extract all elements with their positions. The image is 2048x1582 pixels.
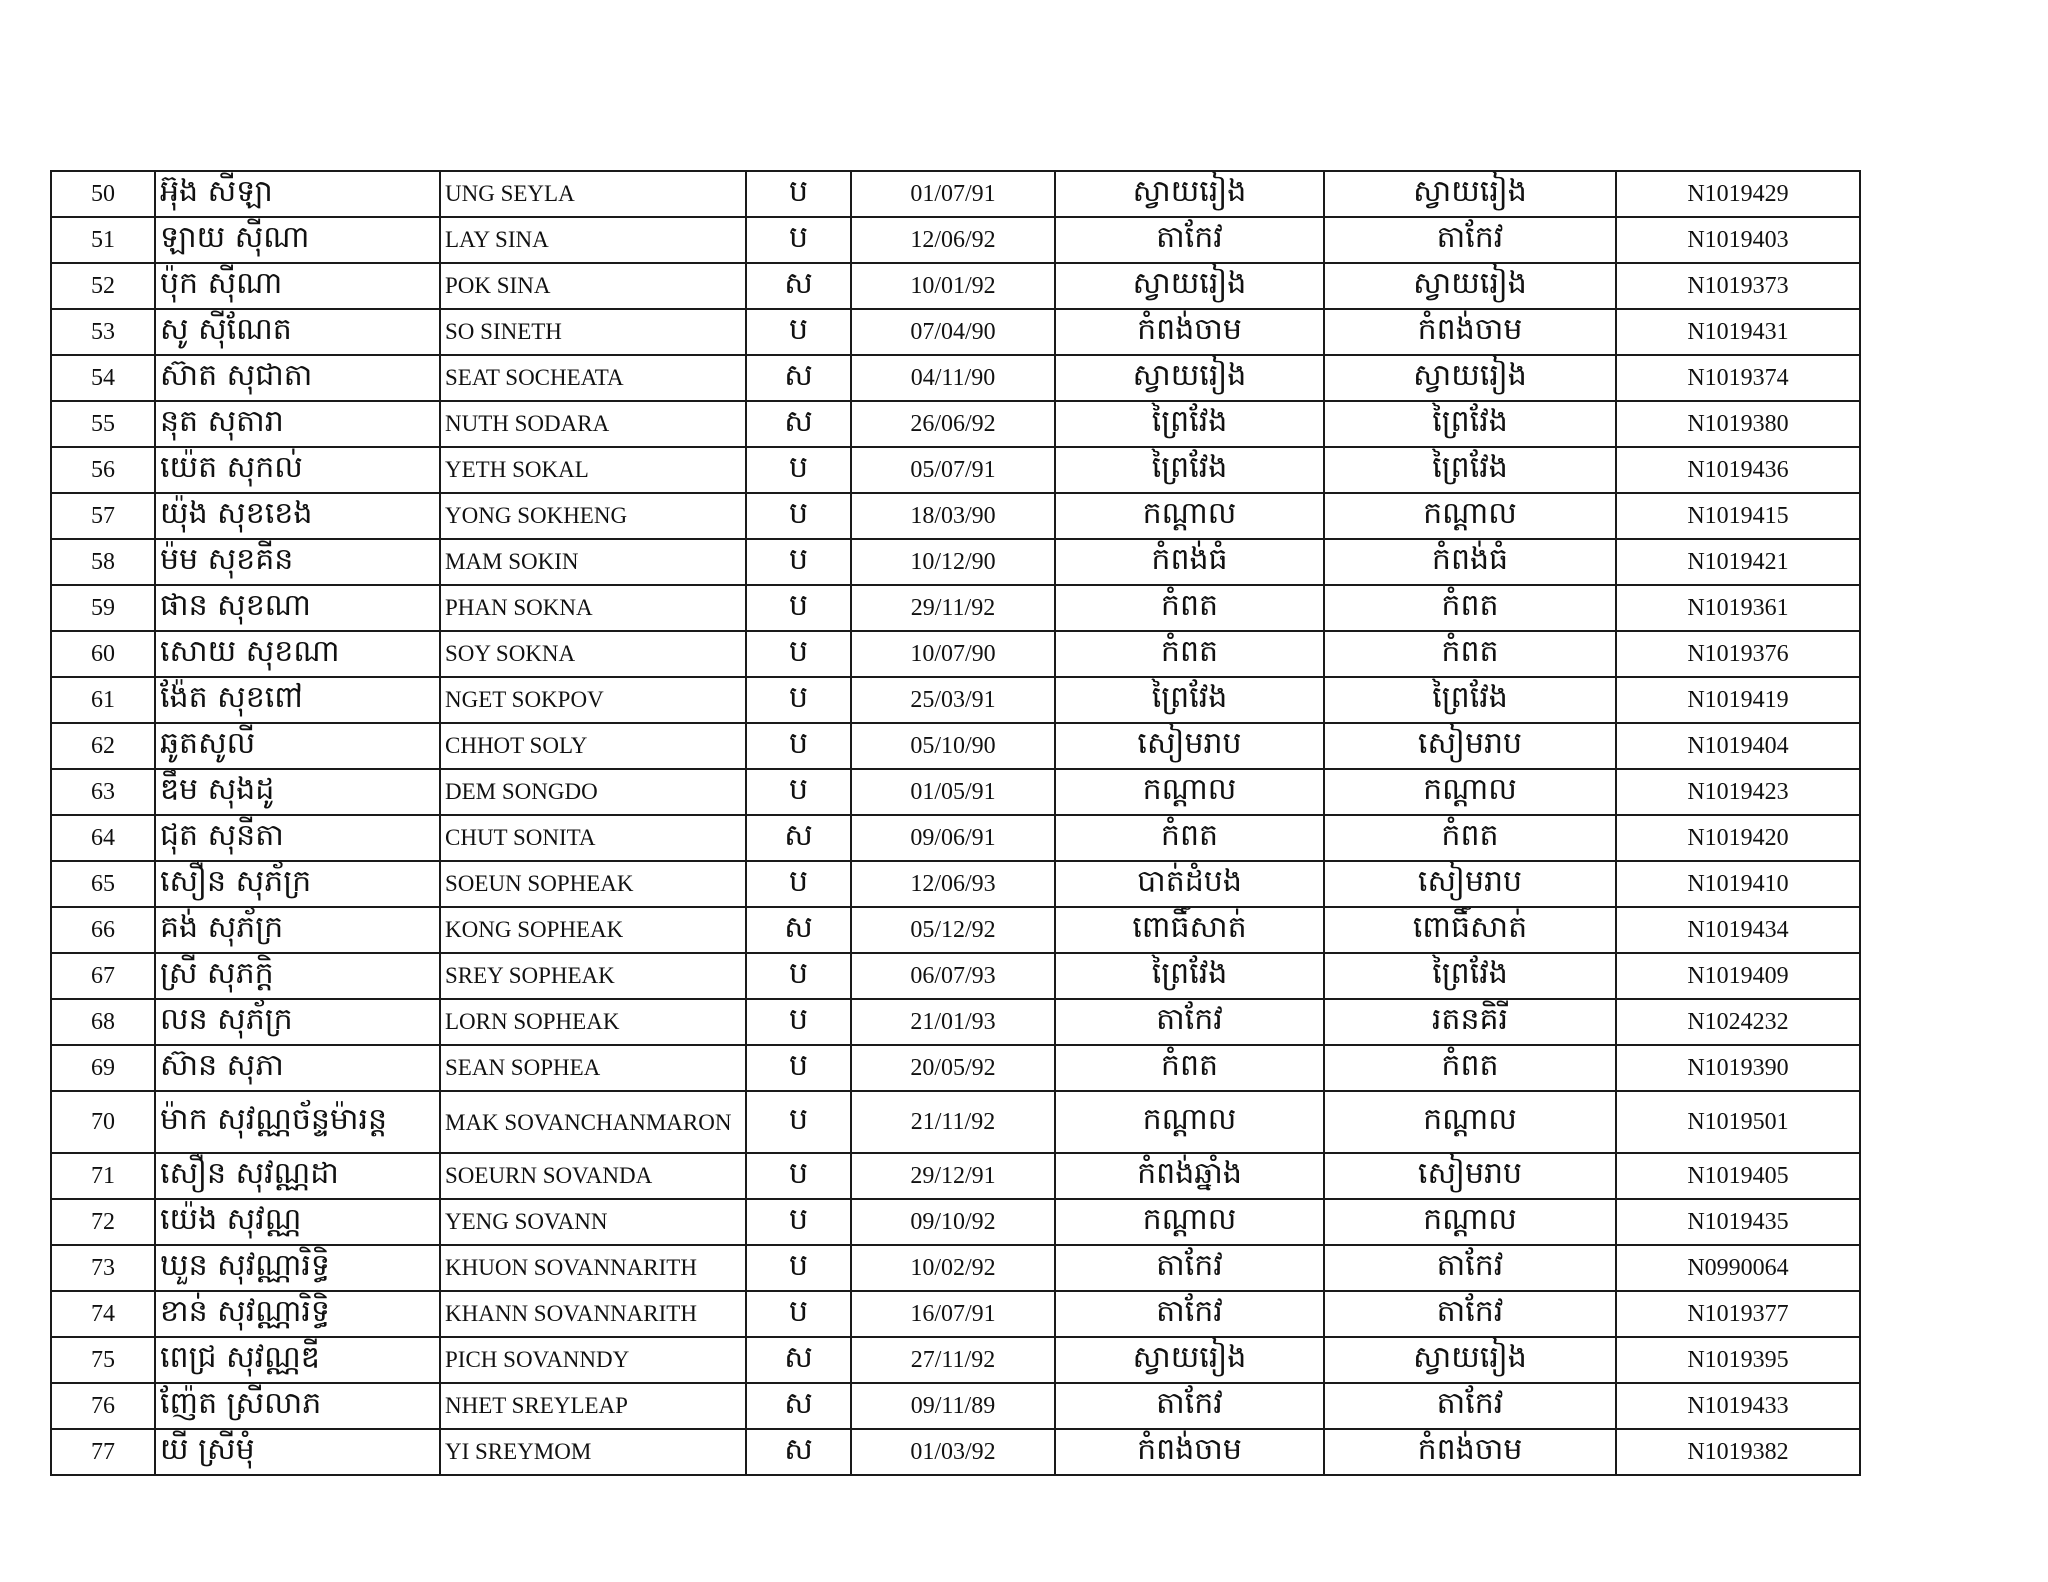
table-row (51, 1091, 1860, 1153)
birth-date-cell: 10/12/90 (851, 539, 1055, 585)
sex-cell: ស (746, 815, 851, 861)
birth-place-cell: កំពត (1055, 1045, 1324, 1091)
row-number-cell: 65 (51, 861, 155, 907)
sex-cell: ស (746, 1337, 851, 1383)
birth-place-cell: កំពង់ចាម (1055, 309, 1324, 355)
id-number-cell: N1019374 (1616, 355, 1860, 401)
birth-date-cell: 18/03/90 (851, 493, 1055, 539)
sex-cell: ប (746, 447, 851, 493)
residence-cell: ព្រៃវែង (1324, 447, 1616, 493)
row-number-cell: 64 (51, 815, 155, 861)
residence-cell: ព្រៃវែង (1324, 401, 1616, 447)
row-number-cell: 74 (51, 1291, 155, 1337)
sex-cell: ប (746, 1199, 851, 1245)
birth-place-cell: តាកែវ (1055, 999, 1324, 1045)
birth-date-cell: 06/07/93 (851, 953, 1055, 999)
id-number-cell: N1019423 (1616, 769, 1860, 815)
birth-date-cell: 21/01/93 (851, 999, 1055, 1045)
row-number-cell: 75 (51, 1337, 155, 1383)
khmer-name-cell: ស៊ាត សុជាតា (155, 355, 440, 401)
sex-cell: ស (746, 263, 851, 309)
khmer-name-cell: ឃួន សុវណ្ណារិទ្ធិ (155, 1245, 440, 1291)
khmer-name-cell: សឿន សុភ័ក្រ (155, 861, 440, 907)
id-number-cell: N1019435 (1616, 1199, 1860, 1245)
residence-cell: កណ្ដាល (1324, 1091, 1616, 1153)
row-number-cell: 72 (51, 1199, 155, 1245)
birth-place-cell: កំពត (1055, 631, 1324, 677)
table-row (51, 1199, 1860, 1245)
id-number-cell: N1019376 (1616, 631, 1860, 677)
row-number-cell: 59 (51, 585, 155, 631)
khmer-name-cell: ឌឹម សុងដូ (155, 769, 440, 815)
birth-place-cell: កំពង់ឆ្នាំង (1055, 1153, 1324, 1199)
residence-cell: ស្វាយរៀង (1324, 263, 1616, 309)
row-number-cell: 51 (51, 217, 155, 263)
residence-cell: កណ្ដាល (1324, 1199, 1616, 1245)
roster-table-body (51, 171, 1860, 1475)
latin-name-cell: NUTH SODARA (440, 401, 746, 447)
khmer-name-cell: ជុត សុនីតា (155, 815, 440, 861)
birth-date-cell: 25/03/91 (851, 677, 1055, 723)
residence-cell: ស្វាយរៀង (1324, 171, 1616, 217)
id-number-cell: N1019421 (1616, 539, 1860, 585)
birth-date-cell: 05/07/91 (851, 447, 1055, 493)
khmer-name-cell: ពេជ្រ សុវណ្ណឌី (155, 1337, 440, 1383)
sex-cell: ប (746, 1153, 851, 1199)
birth-place-cell: កំពង់ចាម (1055, 1429, 1324, 1475)
row-number-cell: 68 (51, 999, 155, 1045)
table-row (51, 861, 1860, 907)
sex-cell: ប (746, 723, 851, 769)
id-number-cell: N1019419 (1616, 677, 1860, 723)
sex-cell: ប (746, 217, 851, 263)
latin-name-cell: MAK SOVANCHANMARON (440, 1091, 746, 1153)
khmer-name-cell: សូ ស៊ីណែត (155, 309, 440, 355)
sex-cell: ស (746, 907, 851, 953)
birth-place-cell: កំពត (1055, 815, 1324, 861)
latin-name-cell: CHUT SONITA (440, 815, 746, 861)
khmer-name-cell: ស្រី សុភក្តិ (155, 953, 440, 999)
khmer-name-cell: ឡាយ ស៊ីណា (155, 217, 440, 263)
row-number-cell: 69 (51, 1045, 155, 1091)
row-number-cell: 66 (51, 907, 155, 953)
row-number-cell: 55 (51, 401, 155, 447)
id-number-cell: N1019405 (1616, 1153, 1860, 1199)
latin-name-cell: SEAN SOPHEA (440, 1045, 746, 1091)
latin-name-cell: UNG SEYLA (440, 171, 746, 217)
row-number-cell: 52 (51, 263, 155, 309)
latin-name-cell: SREY SOPHEAK (440, 953, 746, 999)
latin-name-cell: MAM SOKIN (440, 539, 746, 585)
id-number-cell: N1019420 (1616, 815, 1860, 861)
sex-cell: ប (746, 769, 851, 815)
id-number-cell: N1019380 (1616, 401, 1860, 447)
id-number-cell: N0990064 (1616, 1245, 1860, 1291)
latin-name-cell: KHANN SOVANNARITH (440, 1291, 746, 1337)
khmer-name-cell: យ៉េង សុវណ្ណ (155, 1199, 440, 1245)
row-number-cell: 67 (51, 953, 155, 999)
birth-date-cell: 09/10/92 (851, 1199, 1055, 1245)
table-row (51, 263, 1860, 309)
birth-date-cell: 20/05/92 (851, 1045, 1055, 1091)
birth-date-cell: 27/11/92 (851, 1337, 1055, 1383)
id-number-cell: N1019433 (1616, 1383, 1860, 1429)
sex-cell: ប (746, 1245, 851, 1291)
row-number-cell: 77 (51, 1429, 155, 1475)
residence-cell: កណ្ដាល (1324, 769, 1616, 815)
sex-cell: ប (746, 539, 851, 585)
row-number-cell: 60 (51, 631, 155, 677)
residence-cell: ស្វាយរៀង (1324, 355, 1616, 401)
birth-place-cell: បាត់ដំបង (1055, 861, 1324, 907)
row-number-cell: 76 (51, 1383, 155, 1429)
latin-name-cell: PHAN SOKNA (440, 585, 746, 631)
khmer-name-cell: យ៉េត សុកល់ (155, 447, 440, 493)
latin-name-cell: YENG SOVANN (440, 1199, 746, 1245)
table-row (51, 769, 1860, 815)
khmer-name-cell: ឆូតសូលី (155, 723, 440, 769)
table-row (51, 953, 1860, 999)
table-row (51, 631, 1860, 677)
birth-date-cell: 26/06/92 (851, 401, 1055, 447)
residence-cell: កំពង់ចាម (1324, 309, 1616, 355)
sex-cell: ប (746, 309, 851, 355)
table-row (51, 585, 1860, 631)
birth-date-cell: 04/11/90 (851, 355, 1055, 401)
row-number-cell: 63 (51, 769, 155, 815)
sex-cell: ស (746, 1383, 851, 1429)
birth-place-cell: ស្វាយរៀង (1055, 171, 1324, 217)
id-number-cell: N1019409 (1616, 953, 1860, 999)
latin-name-cell: YI SREYMOM (440, 1429, 746, 1475)
table-row (51, 815, 1860, 861)
residence-cell: សៀមរាប (1324, 723, 1616, 769)
table-row (51, 401, 1860, 447)
khmer-name-cell: នុត សុតារា (155, 401, 440, 447)
birth-place-cell: តាកែវ (1055, 1291, 1324, 1337)
latin-name-cell: KONG SOPHEAK (440, 907, 746, 953)
id-number-cell: N1019390 (1616, 1045, 1860, 1091)
khmer-name-cell: ង៉ែត សុខពៅ (155, 677, 440, 723)
birth-date-cell: 05/10/90 (851, 723, 1055, 769)
id-number-cell: N1019404 (1616, 723, 1860, 769)
id-number-cell: N1019501 (1616, 1091, 1860, 1153)
birth-place-cell: កណ្ដាល (1055, 769, 1324, 815)
table-row (51, 447, 1860, 493)
residence-cell: តាកែវ (1324, 1245, 1616, 1291)
khmer-name-cell: ម៉ាក សុវណ្ណច័ន្ទម៉ារន្ត (155, 1091, 440, 1153)
khmer-name-cell: សោយ សុខណា (155, 631, 440, 677)
khmer-name-cell: ប៉ុក ស៊ីណា (155, 263, 440, 309)
khmer-name-cell: ញ៉ែត ស្រីលាភ (155, 1383, 440, 1429)
birth-place-cell: តាកែវ (1055, 1383, 1324, 1429)
residence-cell: ព្រៃវែង (1324, 677, 1616, 723)
birth-date-cell: 29/12/91 (851, 1153, 1055, 1199)
birth-place-cell: ព្រៃវែង (1055, 677, 1324, 723)
birth-date-cell: 07/04/90 (851, 309, 1055, 355)
table-row (51, 1337, 1860, 1383)
table-row (51, 1291, 1860, 1337)
table-row (51, 1383, 1860, 1429)
residence-cell: តាកែវ (1324, 1383, 1616, 1429)
residence-cell: កំពត (1324, 1045, 1616, 1091)
id-number-cell: N1019377 (1616, 1291, 1860, 1337)
birth-place-cell: កណ្ដាល (1055, 1091, 1324, 1153)
sex-cell: ប (746, 861, 851, 907)
sex-cell: ស (746, 401, 851, 447)
khmer-name-cell: គង់ សុភ័ក្រ (155, 907, 440, 953)
id-number-cell: N1019434 (1616, 907, 1860, 953)
sex-cell: ប (746, 1045, 851, 1091)
sex-cell: ស (746, 1429, 851, 1475)
birth-place-cell: ព្រៃវែង (1055, 953, 1324, 999)
birth-date-cell: 01/07/91 (851, 171, 1055, 217)
row-number-cell: 58 (51, 539, 155, 585)
latin-name-cell: LAY SINA (440, 217, 746, 263)
id-number-cell: N1019410 (1616, 861, 1860, 907)
birth-place-cell: តាកែវ (1055, 217, 1324, 263)
birth-place-cell: កណ្ដាល (1055, 493, 1324, 539)
id-number-cell: N1019373 (1616, 263, 1860, 309)
id-number-cell: N1019415 (1616, 493, 1860, 539)
latin-name-cell: SOEURN SOVANDA (440, 1153, 746, 1199)
row-number-cell: 70 (51, 1091, 155, 1153)
table-row (51, 1245, 1860, 1291)
birth-place-cell: ស្វាយរៀង (1055, 1337, 1324, 1383)
birth-date-cell: 10/07/90 (851, 631, 1055, 677)
birth-date-cell: 16/07/91 (851, 1291, 1055, 1337)
row-number-cell: 50 (51, 171, 155, 217)
table-row (51, 493, 1860, 539)
birth-place-cell: ពោធិ៍សាត់ (1055, 907, 1324, 953)
birth-place-cell: កំពត (1055, 585, 1324, 631)
latin-name-cell: CHHOT SOLY (440, 723, 746, 769)
birth-place-cell: ស្វាយរៀង (1055, 263, 1324, 309)
birth-date-cell: 21/11/92 (851, 1091, 1055, 1153)
table-row (51, 1045, 1860, 1091)
khmer-name-cell: ខាន់ សុវណ្ណារិទ្ធិ (155, 1291, 440, 1337)
sex-cell: ប (746, 631, 851, 677)
sex-cell: ប (746, 585, 851, 631)
sex-cell: ប (746, 677, 851, 723)
residence-cell: កំពត (1324, 815, 1616, 861)
row-number-cell: 57 (51, 493, 155, 539)
residence-cell: រតនគិរី (1324, 999, 1616, 1045)
latin-name-cell: NHET SREYLEAP (440, 1383, 746, 1429)
birth-place-cell: កណ្ដាល (1055, 1199, 1324, 1245)
birth-place-cell: ស្វាយរៀង (1055, 355, 1324, 401)
birth-place-cell: កំពង់ធំ (1055, 539, 1324, 585)
table-row (51, 999, 1860, 1045)
id-number-cell: N1024232 (1616, 999, 1860, 1045)
khmer-name-cell: សឿន សុវណ្ណដា (155, 1153, 440, 1199)
sex-cell: ប (746, 999, 851, 1045)
id-number-cell: N1019403 (1616, 217, 1860, 263)
id-number-cell: N1019429 (1616, 171, 1860, 217)
residence-cell: សៀមរាប (1324, 861, 1616, 907)
residence-cell: កំពត (1324, 631, 1616, 677)
latin-name-cell: PICH SOVANNDY (440, 1337, 746, 1383)
residence-cell: ព្រៃវែង (1324, 953, 1616, 999)
birth-date-cell: 12/06/93 (851, 861, 1055, 907)
latin-name-cell: YONG SOKHENG (440, 493, 746, 539)
table-row (51, 723, 1860, 769)
residence-cell: កំពង់ធំ (1324, 539, 1616, 585)
birth-place-cell: តាកែវ (1055, 1245, 1324, 1291)
sex-cell: ប (746, 953, 851, 999)
residence-cell: កំពត (1324, 585, 1616, 631)
table-row (51, 677, 1860, 723)
birth-date-cell: 09/11/89 (851, 1383, 1055, 1429)
birth-date-cell: 10/01/92 (851, 263, 1055, 309)
id-number-cell: N1019382 (1616, 1429, 1860, 1475)
sex-cell: ប (746, 171, 851, 217)
id-number-cell: N1019436 (1616, 447, 1860, 493)
latin-name-cell: NGET SOKPOV (440, 677, 746, 723)
birth-place-cell: ព្រៃវែង (1055, 447, 1324, 493)
latin-name-cell: SOEUN SOPHEAK (440, 861, 746, 907)
birth-date-cell: 05/12/92 (851, 907, 1055, 953)
residence-cell: កណ្ដាល (1324, 493, 1616, 539)
khmer-name-cell: យី ស្រីមុំ (155, 1429, 440, 1475)
residence-cell: តាកែវ (1324, 1291, 1616, 1337)
birth-date-cell: 29/11/92 (851, 585, 1055, 631)
row-number-cell: 62 (51, 723, 155, 769)
table-row (51, 171, 1860, 217)
row-number-cell: 73 (51, 1245, 155, 1291)
birth-date-cell: 12/06/92 (851, 217, 1055, 263)
birth-place-cell: សៀមរាប (1055, 723, 1324, 769)
birth-date-cell: 01/05/91 (851, 769, 1055, 815)
latin-name-cell: POK SINA (440, 263, 746, 309)
latin-name-cell: SEAT SOCHEATA (440, 355, 746, 401)
latin-name-cell: LORN SOPHEAK (440, 999, 746, 1045)
latin-name-cell: YETH SOKAL (440, 447, 746, 493)
khmer-name-cell: ម៉ម សុខគីន (155, 539, 440, 585)
khmer-name-cell: ផាន សុខណា (155, 585, 440, 631)
row-number-cell: 71 (51, 1153, 155, 1199)
birth-place-cell: ព្រៃវែង (1055, 401, 1324, 447)
table-row (51, 355, 1860, 401)
table-row (51, 217, 1860, 263)
sex-cell: ប (746, 493, 851, 539)
birth-date-cell: 10/02/92 (851, 1245, 1055, 1291)
row-number-cell: 56 (51, 447, 155, 493)
residence-cell: ពោធិ៍សាត់ (1324, 907, 1616, 953)
id-number-cell: N1019361 (1616, 585, 1860, 631)
khmer-name-cell: ស៊ាន សុភា (155, 1045, 440, 1091)
birth-date-cell: 09/06/91 (851, 815, 1055, 861)
latin-name-cell: SO SINETH (440, 309, 746, 355)
row-number-cell: 53 (51, 309, 155, 355)
row-number-cell: 61 (51, 677, 155, 723)
sex-cell: ស (746, 355, 851, 401)
residence-cell: សៀមរាប (1324, 1153, 1616, 1199)
table-row (51, 1153, 1860, 1199)
row-number-cell: 54 (51, 355, 155, 401)
table-row (51, 309, 1860, 355)
table-row (51, 539, 1860, 585)
latin-name-cell: SOY SOKNA (440, 631, 746, 677)
khmer-name-cell: យ៉ុង សុខខេង (155, 493, 440, 539)
residence-cell: ស្វាយរៀង (1324, 1337, 1616, 1383)
khmer-name-cell: លន សុភ័ក្រ (155, 999, 440, 1045)
sex-cell: ប (746, 1291, 851, 1337)
birth-date-cell: 01/03/92 (851, 1429, 1055, 1475)
id-number-cell: N1019395 (1616, 1337, 1860, 1383)
latin-name-cell: KHUON SOVANNARITH (440, 1245, 746, 1291)
residence-cell: កំពង់ចាម (1324, 1429, 1616, 1475)
residence-cell: តាកែវ (1324, 217, 1616, 263)
roster-table (50, 170, 1861, 1476)
khmer-name-cell: អ៊ុង សីឡា (155, 171, 440, 217)
table-row (51, 1429, 1860, 1475)
sex-cell: ប (746, 1091, 851, 1153)
latin-name-cell: DEM SONGDO (440, 769, 746, 815)
table-row (51, 907, 1860, 953)
id-number-cell: N1019431 (1616, 309, 1860, 355)
